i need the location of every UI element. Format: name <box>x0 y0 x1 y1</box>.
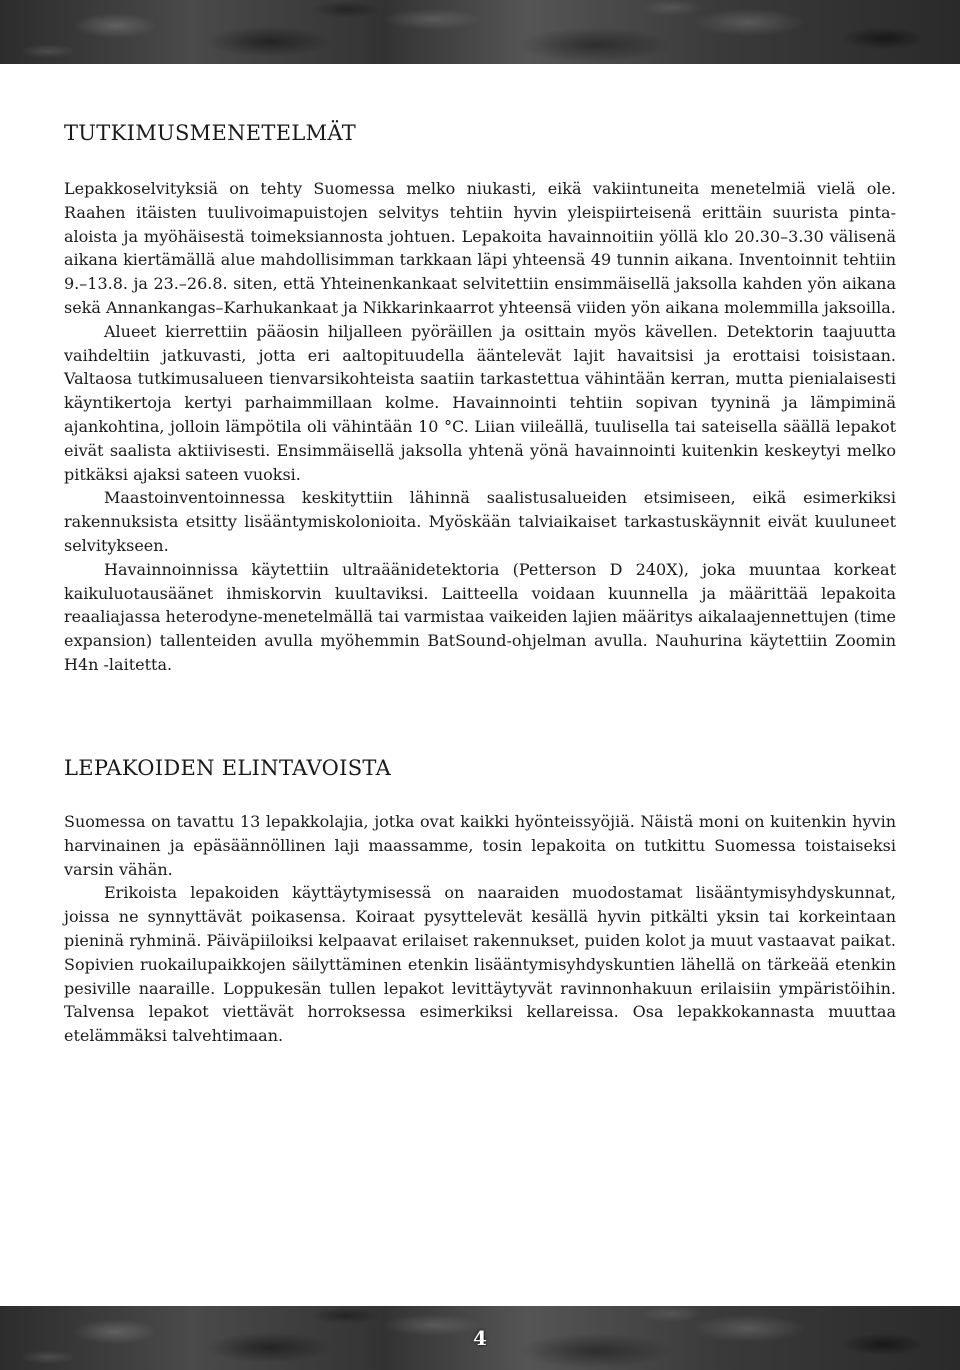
paragraph: Havainnoinnissa käytettiin ultraäänidetektoria (Petterson D 240X), joka muuntaa korkeat kaikuluotausäänet ihmiskorvin kuultaviksi. Laitteella voidaan kuunnella ja määrittää lepakoita reaaliajassa heterodyne-menetelmällä tai varmistaa vaikeiden lajien määritys aikalaajennettujen (time expansion) tallenteiden avulla myöhemmin BatSound-ohjelman avulla. Nauhurina käytettiin Zoomin H4n -laitetta. <box>64 559 896 674</box>
header-texture-band <box>0 0 960 64</box>
footer-texture-band <box>0 1306 960 1370</box>
section-heading-bat-habits: LEPAKOIDEN ELINTAVOISTA <box>64 756 392 780</box>
section-body-bat-habits <box>64 810 896 1048</box>
page-number: 4 <box>473 1326 487 1350</box>
section-heading-methods: TUTKIMUSMENETELMÄT <box>64 121 357 145</box>
paragraph: Erikoista lepakoiden käyttäytymisessä on naaraiden muodostamat lisääntymisyhdyskunnat, joissa ne synnyttävät poikasensa. Koiraat pysyttelevät kesällä hyvin pitkälti yksin tai korkeintaan pieninä ryhminä. Päiväpiiloiksi kelpaavat erilaiset rakennukset, puiden kolot ja muut vastaavat paikat. Sopivien ruokailupaikkojen säilyttäminen etenkin lisääntymisyhdyskuntien lähellä on tärkeää etenkin pesiville naaraille. Loppukesän tullen lepakot levittäytyvät ravinnonhakuun erilaisiin ympäristöihin. Talvensa lepakot viettävät horroksessa esimerkiksi kellareissa. Osa lepakkokannasta muuttaa etelämmäksi talvehtimaan. <box>64 883 896 1046</box>
paragraph: Alueet kierrettiin pääosin hiljalleen pyöräillen ja osittain myös kävellen. Detektorin taajuutta vaihdeltiin jatkuvasti, jotta eri aaltopituudella ääntelevät lajit havaitsisi ja erottaisi toisistaan. Valtaosa tutkimusalueen tienvarsikohteista saatiin tarkastettua vähintään kerran, mutta pienialaisesti käyntikertoja kertyi parhaimmillaan kolme. Havainnointi tehtiin sopivan tyyninä ja lämpiminä ajankohtina, jolloin lämpötila oli vähintään 10 °C. Liian viileällä, tuulisella tai sateisella säällä lepakot eivät saalista aktiivisesti. Ensimmäisellä jaksolla yhtenä yönä havainnointi kuitenkin keskeytyi melko pitkäksi ajaksi sateen vuoksi. <box>64 321 896 484</box>
paragraph: Lepakkoselvityksiä on tehty Suomessa melko niukasti, eikä vakiintuneita menetelmiä vielä ole. Raahen itäisten tuulivoimapuistojen selvitys tehtiin hyvin yleispiirteisenä erittäin suurista pinta-aloista ja myöhäisestä toimeksiannosta johtuen. Lepakoita havainnoitiin yöllä klo 20.30–3.30 välisenä aikana kiertämällä alue mahdollisimman tarkkaan läpi yhteensä 49 tunnin aikana. Inventoinnit tehtiin 9.–13.8. ja 23.–26.8. siten, että Yhteinenkankaat selvitettiin ensimmäisellä jaksolla kahden yön aikana sekä Annankangas–Karhukankaat ja Nikkarinkaarrot yhteensä viiden yön aikana molemmilla jaksoilla. <box>64 179 896 317</box>
paragraph: Suomessa on tavattu 13 lepakkolajia, jotka ovat kaikki hyönteissyöjiä. Näistä moni on kuitenkin hyvin harvinainen ja epäsäännöllinen laji maassamme, tosin lepakoita on tutkittu Suomessa toistaiseksi varsin vähän. <box>64 812 896 879</box>
paragraph: Maastoinventoinnessa keskityttiin lähinnä saalistusalueiden etsimiseen, eikä esimerkiksi rakennuksista etsitty lisääntymiskolonioita. Myöskään talviaikaiset tarkastuskäynnit eivät kuuluneet selvitykseen. <box>64 488 896 555</box>
section-body-methods <box>64 177 896 677</box>
